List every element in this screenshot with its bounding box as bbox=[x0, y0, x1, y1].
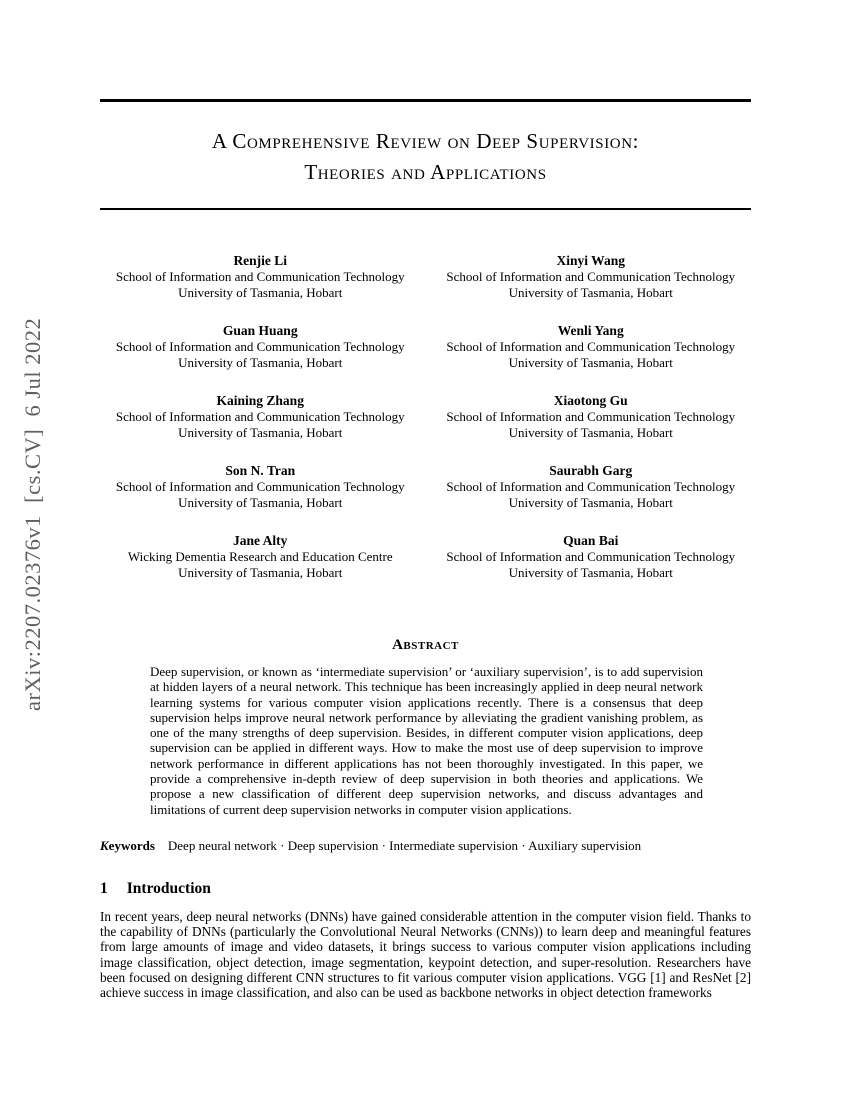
author-affiliation: School of Information and Communication Technology bbox=[115, 269, 405, 284]
keywords-label: Keywords bbox=[100, 837, 155, 853]
author-name: Wenli Yang bbox=[557, 323, 624, 338]
paper-content bbox=[100, 0, 751, 1000]
author-affiliation: University of Tasmania, Hobart bbox=[178, 564, 343, 580]
author-name: Guan Huang bbox=[222, 323, 298, 338]
paper-title-line1: A Comprehensive Review on Deep Supervision: bbox=[211, 129, 640, 153]
author-block bbox=[100, 322, 421, 370]
author-block bbox=[100, 532, 421, 580]
author-affiliation: University of Tasmania, Hobart bbox=[508, 494, 673, 510]
title-rule-top bbox=[100, 99, 751, 102]
section-heading bbox=[100, 880, 751, 898]
authors-grid bbox=[100, 252, 751, 580]
author-affiliation: School of Information and Communication Technology bbox=[446, 549, 736, 564]
author-affiliation: School of Information and Communication Technology bbox=[446, 269, 736, 284]
author-block bbox=[100, 392, 421, 440]
author-block bbox=[431, 462, 752, 510]
keywords-text: Deep neural network · Deep supervision · Intermediate supervision · Auxiliary supervision bbox=[167, 837, 642, 853]
author-name: Xinyi Wang bbox=[556, 253, 625, 268]
abstract-heading: Abstract bbox=[392, 637, 459, 653]
author-affiliation: University of Tasmania, Hobart bbox=[508, 354, 673, 370]
author-name: Jane Alty bbox=[233, 533, 288, 548]
author-block bbox=[431, 532, 752, 580]
author-name: Saurabh Garg bbox=[549, 463, 633, 478]
author-block bbox=[100, 252, 421, 300]
author-affiliation: School of Information and Communication Technology bbox=[446, 339, 736, 354]
author-block bbox=[431, 322, 752, 370]
author-affiliation: University of Tasmania, Hobart bbox=[178, 494, 343, 510]
section-title: Introduction bbox=[126, 879, 211, 897]
keywords-line bbox=[100, 838, 751, 854]
arxiv-watermark: arXiv:2207.02376v1 [cs.CV] 6 Jul 2022 bbox=[20, 317, 45, 711]
author-affiliation: University of Tasmania, Hobart bbox=[508, 424, 673, 440]
author-name: Renjie Li bbox=[233, 253, 288, 268]
author-affiliation: University of Tasmania, Hobart bbox=[178, 424, 343, 440]
title-rule-bottom bbox=[100, 208, 751, 210]
author-name: Kaining Zhang bbox=[216, 393, 304, 408]
author-affiliation: University of Tasmania, Hobart bbox=[178, 284, 343, 300]
paper-title bbox=[100, 126, 751, 188]
author-name: Son N. Tran bbox=[225, 463, 296, 478]
author-name: Xiaotong Gu bbox=[553, 393, 628, 408]
author-block bbox=[100, 462, 421, 510]
introduction-paragraph: In recent years, deep neural networks (DNNs) have gained considerable attention in the computer vision field. Thanks to the capability of DNNs (particularly the Convolutional Neural Networks (CNNs)) to learn deep and meaningful features from large amounts of image and video datasets, it brings success to various computer vision applications including image classification, object detection, image segmentation, keypoint detection, and super-resolution. Researchers have been focused on designing different CNN structures to fit various computer vision applications. VGG [1] and ResNet [2] achieve success in image classification, and also can be used as backbone networks in object detection frameworks bbox=[100, 908, 751, 1000]
author-affiliation: School of Information and Communication Technology bbox=[446, 479, 736, 494]
author-affiliation: School of Information and Communication Technology bbox=[115, 339, 405, 354]
author-affiliation: University of Tasmania, Hobart bbox=[178, 354, 343, 370]
author-affiliation: University of Tasmania, Hobart bbox=[508, 564, 673, 580]
section-number: 1 bbox=[100, 879, 108, 897]
author-affiliation: School of Information and Communication Technology bbox=[446, 409, 736, 424]
author-affiliation: School of Information and Communication Technology bbox=[115, 479, 405, 494]
author-affiliation: School of Information and Communication Technology bbox=[115, 409, 405, 424]
author-affiliation: University of Tasmania, Hobart bbox=[508, 284, 673, 300]
author-block bbox=[431, 392, 752, 440]
author-affiliation: Wicking Dementia Research and Education Centre bbox=[127, 549, 393, 564]
author-name: Quan Bai bbox=[563, 533, 619, 548]
paper-title-line2: Theories and Applications bbox=[304, 160, 547, 184]
abstract-text: Deep supervision, or known as ‘intermediate supervision’ or ‘auxiliary supervision’, is to add supervision at hidden layers of a neural network. This technique has been increasingly applied in deep neural network learning systems for various computer vision applications recently. There is a consensus that deep supervision helps improve neural network performance by alleviating the gradient vanishing problem, as one of the many strengths of deep supervision. Besides, in different computer vision applications, deep supervision can be applied in different ways. How to make the most use of deep supervision to improve network performance in different applications has not been thoroughly investigated. In this paper, we provide a comprehensive in-depth review of deep supervision in both theories and applications. We propose a new classification of different deep supervision networks, and discuss advantages and limitations of current deep supervision networks in computer vision applications. bbox=[150, 664, 703, 817]
author-block bbox=[431, 252, 752, 300]
